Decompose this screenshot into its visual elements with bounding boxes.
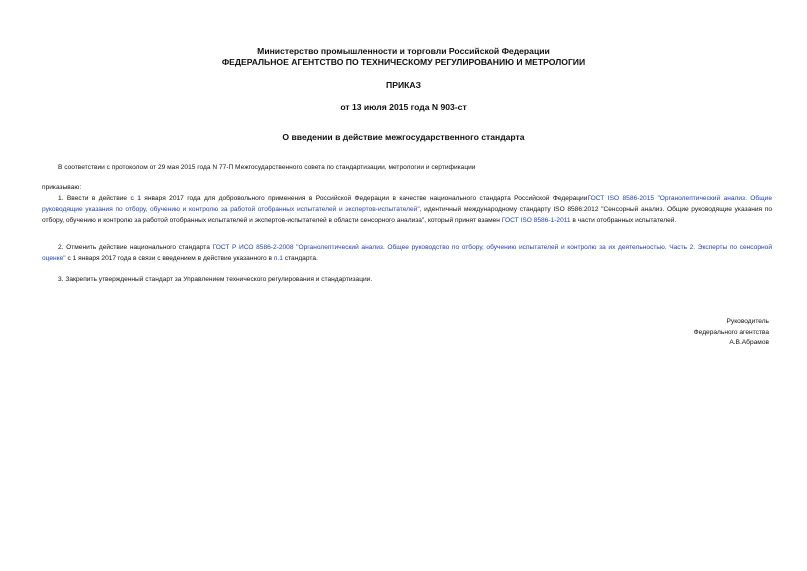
item-2-text-after: стандарта. xyxy=(282,255,318,262)
gost-r-iso-8586-2-2008-link[interactable]: ГОСТ Р ИСО 8586-2-2008 "Органолептический анализ. Общее руководство по отбору, обучению испытателей и контролю за их деятельностью. Часть 2. Эксперты по сенсорной оценке" xyxy=(42,244,773,262)
item-3-paragraph: 3. Закрепить утвержденный стандарт за Управлением технического регулирования и стандартизации. xyxy=(58,276,373,283)
signature-block xyxy=(694,317,769,349)
item-1-text-middle: , идентичный международному стандарту ISO 8586:2012 "Сенсорный анализ. Общие руководящие указания по отбору, обучению и контролю за работой отобранных испытателей и экспертов-испытателей в области сенсорного анализа", который принят взамен xyxy=(42,206,772,224)
order-date: от 13 июля 2015 года N 903-ст xyxy=(340,102,467,112)
item-1-text-before: 1. Ввести в действие с 1 января 2017 года для добровольного применения в Российской Федерации в качестве национального стандарта Российской Федерации xyxy=(58,195,588,202)
item-2-text-middle: с 1 января 2017 года в связи с введением в действие указанного в xyxy=(65,255,274,262)
agency-name: ФЕДЕРАЛЬНОЕ АГЕНТСТВО ПО ТЕХНИЧЕСКОМУ РЕГУЛИРОВАНИЮ И МЕТРОЛОГИИ xyxy=(221,57,586,67)
order-heading: ПРИКАЗ xyxy=(386,80,421,90)
signature-name: А.В.Абрамов xyxy=(729,339,769,346)
item-1-paragraph xyxy=(42,193,772,226)
item-2-text-before: 2. Отменить действие национального стандарта xyxy=(58,244,213,251)
item-1-reference-link[interactable]: п.1 xyxy=(273,255,283,262)
item-1-text-after: в части отобранных испытателей. xyxy=(570,217,677,224)
order-title: О введении в действие межгосударственного стандарта xyxy=(282,132,525,142)
orders-word: приказываю: xyxy=(42,184,82,191)
gost-iso-8586-1-2011-link[interactable]: ГОСТ ISO 8586-1-2011 xyxy=(501,217,571,224)
ministry-name: Министерство промышленности и торговли Российской Федерации xyxy=(257,46,550,56)
item-2-paragraph xyxy=(42,242,772,264)
gost-iso-8586-2015-link[interactable]: ГОСТ ISO 8586-2015 "Органолептический анализ. Общие руководящие указания по отбору, обучению и контролю за работой отобранных испытателей и экспертов-испытателей" xyxy=(42,195,772,213)
signature-position: Руководитель xyxy=(726,318,769,325)
intro-paragraph: В соответствии с протоколом от 29 мая 2015 года N 77-П Межгосударственного совета по стандартизации, метрологии и сертификации xyxy=(58,164,476,171)
signature-organization: Федерального агентства xyxy=(693,328,769,336)
